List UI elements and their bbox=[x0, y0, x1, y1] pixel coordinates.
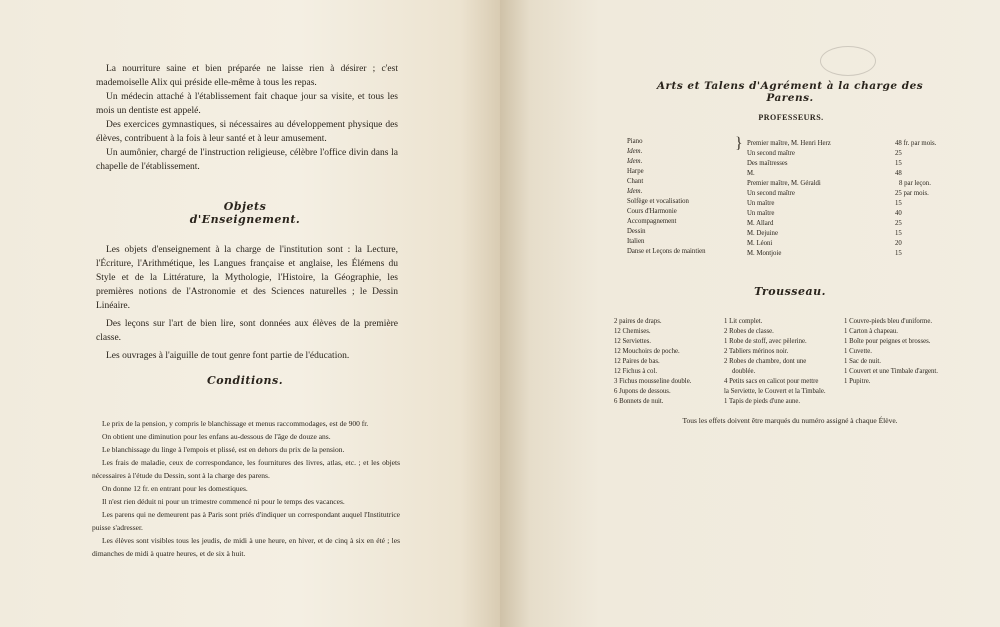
arts-subject: Idem. bbox=[627, 158, 643, 165]
professeurs-heading: PROFESSEURS. bbox=[758, 113, 824, 122]
trousseau-item: 1 Couvre-pieds bleu d'uniforme. bbox=[844, 318, 933, 325]
objets-paragraph: Des leçons sur l'art de bien lire, sont données aux élèves de la première classe. bbox=[96, 319, 398, 343]
objets-paragraph: Les ouvrages à l'aiguille de tout genre font partie de l'éducation. bbox=[106, 351, 350, 361]
trousseau-list bbox=[614, 318, 964, 413]
trousseau-heading: Trousseau. bbox=[754, 285, 826, 298]
arts-teacher: Un second maître bbox=[747, 150, 795, 157]
conditions-line: Le blanchissage du linge à l'empois et plissé, est en dehors du prix de la pension. bbox=[102, 445, 345, 454]
intro-section bbox=[96, 62, 398, 174]
arts-teacher: Premier maître, M. Henri Herz bbox=[747, 140, 831, 147]
conditions-line: On obtient une diminution pour les enfans au-dessous de l'âge de douze ans. bbox=[102, 432, 331, 441]
arts-price: 20 bbox=[895, 240, 902, 247]
arts-teacher: Premier maître, M. Géraldi bbox=[747, 180, 821, 187]
trousseau-item: 3 Fichus mousseline double. bbox=[614, 378, 692, 385]
arts-subject: Italien bbox=[627, 238, 645, 245]
arts-price: 15 bbox=[895, 230, 902, 237]
arts-table bbox=[627, 135, 957, 263]
arts-teacher: M. Dejuine bbox=[747, 230, 778, 237]
arts-teacher: Des maîtresses bbox=[747, 160, 788, 167]
trousseau-item: 1 Sac de nuit. bbox=[844, 358, 881, 365]
objets-paragraph: Les objets d'enseignement à la charge de l'institution sont : la Lecture, l'Écriture, l'Arithmétique, les Langues française et anglaise, les Élémens du Style et de la Littérature, la Mythologie, l'Histoire, la Géographie, les premières notions de l'Astronomie et des Sciences naturelles ; le Dessin Linéaire. bbox=[96, 245, 398, 311]
arts-price: 15 bbox=[895, 250, 902, 257]
conditions-line: On donne 12 fr. en entrant pour les domestiques. bbox=[102, 484, 248, 493]
intro-paragraph: Un médecin attaché à l'établissement fait chaque jour sa visite, et tous les mois un dentiste est appelé. bbox=[96, 92, 398, 116]
conditions-line: Le prix de la pension, y compris le blanchissage et menus raccommodages, est de 900 fr. bbox=[102, 419, 369, 428]
trousseau-item: 4 Petits sacs en calicot pour mettre bbox=[724, 378, 819, 385]
arts-teacher: M. Léoni bbox=[747, 240, 773, 247]
conditions-line: Les parens qui ne demeurent pas à Paris sont priés d'indiquer un correspondant auquel l'Institutrice puisse s'adresser. bbox=[92, 510, 400, 532]
arts-teacher: Un maître bbox=[747, 200, 775, 207]
trousseau-item: 1 Carton à chapeau. bbox=[844, 328, 898, 335]
trousseau-footer: Tous les effets doivent être marqués du numéro assigné à chaque Élève. bbox=[682, 416, 898, 425]
arts-teacher: M. bbox=[747, 170, 755, 177]
conditions-section bbox=[92, 417, 400, 560]
trousseau-item: 12 Serviettes. bbox=[614, 338, 651, 345]
trousseau-item: 12 Paires de bas. bbox=[614, 358, 660, 365]
library-stamp bbox=[820, 46, 876, 76]
trousseau-item: 2 Robes de classe. bbox=[724, 328, 774, 335]
objets-heading: Objets d'Enseignement. bbox=[189, 200, 301, 226]
trousseau-item: 2 Tabliers mérinos noir. bbox=[724, 348, 789, 355]
trousseau-item: 2 Robes de chambre, dont une bbox=[724, 358, 807, 365]
trousseau-item: la Serviette, le Couvert et la Timbale. bbox=[724, 388, 826, 395]
arts-teacher: Un maître bbox=[747, 210, 775, 217]
arts-subject: Accompagnement bbox=[627, 218, 677, 225]
trousseau-item: 1 Robe de stoff, avec pèlerine. bbox=[724, 338, 807, 345]
arts-subject: Dessin bbox=[627, 228, 646, 235]
trousseau-item: 1 Couvert et une Timbale d'argent. bbox=[844, 368, 938, 375]
brace-mark: } bbox=[735, 135, 743, 152]
objets-section bbox=[96, 243, 398, 363]
conditions-line: Les frais de maladie, ceux de correspondance, les fournitures des livres, atlas, etc. ; et les objets nécessaires à l'étude du Dessin, sont à la charge des parens. bbox=[92, 458, 400, 480]
arts-subject: Cours d'Harmonie bbox=[627, 208, 677, 215]
arts-subject: Harpe bbox=[627, 168, 644, 175]
trousseau-item: 6 Jupons de dessous. bbox=[614, 388, 671, 395]
arts-price: 15 bbox=[895, 200, 902, 207]
trousseau-item: 1 Tapis de pieds d'une aune. bbox=[724, 398, 801, 405]
intro-paragraph: La nourriture saine et bien préparée ne laisse rien à désirer ; c'est mademoiselle Alix qui préside elle-même à tous les repas. bbox=[96, 64, 398, 88]
trousseau-item: 12 Chemises. bbox=[614, 328, 651, 335]
conditions-line: Il n'est rien déduit ni pour un trimestre commencé ni pour le temps des vacances. bbox=[102, 497, 345, 506]
arts-subject: Danse et Leçons de maintien bbox=[627, 248, 706, 255]
arts-teacher: M. Montjoie bbox=[747, 250, 782, 257]
conditions-heading: Conditions. bbox=[206, 374, 284, 387]
trousseau-item: 12 Mouchoirs de poche. bbox=[614, 348, 680, 355]
arts-heading: Arts et Talens d'Agrément à la charge des Parens. bbox=[656, 80, 924, 104]
trousseau-item: 6 Bonnets de nuit. bbox=[614, 398, 664, 405]
intro-paragraph: Un aumônier, chargé de l'instruction religieuse, célèbre l'office divin dans la chapelle de l'établissement. bbox=[96, 148, 398, 172]
arts-price: 25 par mois. bbox=[895, 190, 929, 197]
arts-subject: Chant bbox=[627, 178, 644, 185]
arts-teacher: M. Allard bbox=[747, 220, 774, 227]
conditions-line: Les élèves sont visibles tous les jeudis, de midi à une heure, en hiver, et de cinq à six en été ; les dimanches de midi à quatre heures, et de six à huit. bbox=[92, 536, 400, 558]
arts-subject: Idem. bbox=[627, 148, 643, 155]
trousseau-item: 2 paires de draps. bbox=[614, 318, 662, 325]
arts-subject: Solfège et vocalisation bbox=[627, 198, 689, 205]
trousseau-item: 1 Cuvette. bbox=[844, 348, 872, 355]
arts-price: 25 bbox=[895, 220, 902, 227]
trousseau-item: 1 Pupitre. bbox=[844, 378, 871, 385]
arts-price: 40 bbox=[895, 210, 902, 217]
arts-subject: Piano bbox=[627, 138, 643, 145]
trousseau-item: 1 Boîte pour peignes et brosses. bbox=[844, 338, 931, 345]
arts-price: 25 bbox=[895, 150, 902, 157]
intro-paragraph: Des exercices gymnastiques, si nécessaires au développement physique des élèves, contribuent à la fois à leur santé et à leur amusement. bbox=[96, 120, 398, 144]
arts-teacher: Un second maître bbox=[747, 190, 795, 197]
arts-price: 15 bbox=[895, 160, 902, 167]
trousseau-item: 1 Lit complet. bbox=[724, 318, 763, 325]
arts-price: 8 par leçon. bbox=[899, 180, 931, 187]
arts-subject: Idem. bbox=[627, 188, 643, 195]
arts-price: 48 fr. par mois. bbox=[895, 140, 937, 147]
trousseau-item: doublée. bbox=[732, 368, 756, 375]
trousseau-item: 12 Fichus à col. bbox=[614, 368, 658, 375]
arts-price: 48 bbox=[895, 170, 902, 177]
